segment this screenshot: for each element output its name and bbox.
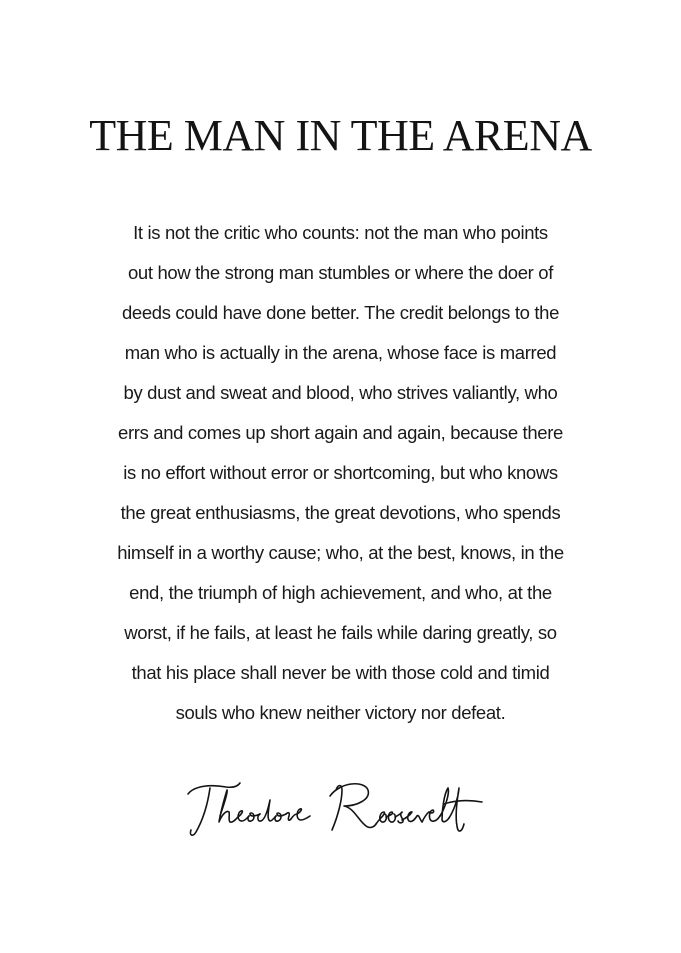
- quote-line: himself in a worthy cause; who, at the best, knows, in the: [117, 542, 564, 563]
- quote-text: [80, 213, 601, 733]
- quote-line: man who is actually in the arena, whose face is marred: [124, 342, 557, 363]
- quote-line: out how the strong man stumbles or where the doer of: [127, 262, 553, 283]
- quote-line: the great enthusiasms, the great devotions, who spends: [120, 502, 561, 523]
- quote-line: that his place shall never be with those cold and timid: [131, 662, 550, 683]
- quote-line: is no effort without error or shortcoming, but who knows: [123, 462, 558, 483]
- quote-line: errs and comes up short again and again, because there: [118, 422, 563, 443]
- quote-line: end, the triumph of high achievement, and who, at the: [129, 582, 552, 603]
- quote-line: souls who knew neither victory nor defeat.: [175, 702, 506, 723]
- signature: [180, 770, 500, 850]
- quote-line: It is not the critic who counts: not the man who points: [133, 222, 548, 243]
- quote-line: worst, if he fails, at least he fails while daring greatly, so: [124, 622, 557, 643]
- page-title: THE MAN IN THE ARENA: [89, 111, 592, 160]
- quote-line: by dust and sweat and blood, who strives valiantly, who: [123, 382, 558, 403]
- quote-line: deeds could have done better. The credit belongs to the: [121, 302, 560, 323]
